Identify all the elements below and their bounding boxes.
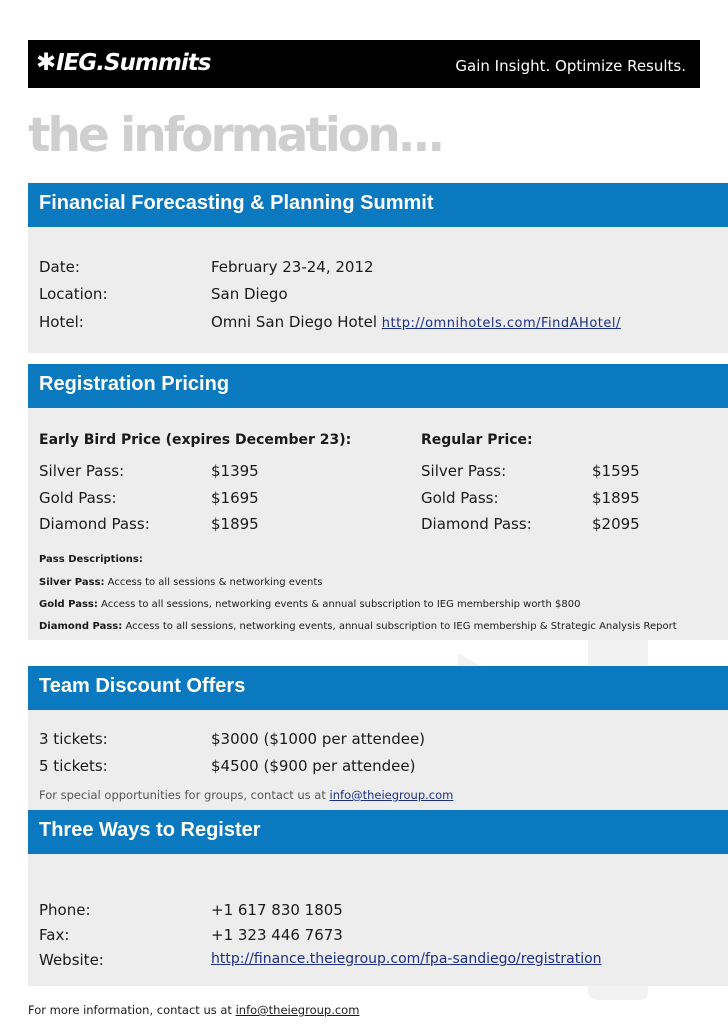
- hotel-link[interactable]: http://omnihotels.com/FindAHotel/: [381, 316, 621, 331]
- location-label: Location:: [39, 285, 108, 303]
- regular-diamond-label: Diamond Pass:: [421, 515, 532, 533]
- early-bird-heading: Early Bird Price (expires December 23):: [39, 432, 352, 448]
- ieg-summits-logo[interactable]: [36, 48, 210, 76]
- fax-value: +1 323 446 7673: [211, 926, 343, 944]
- regular-gold-label: Gold Pass:: [421, 489, 499, 507]
- early-diamond-label: Diamond Pass:: [39, 515, 150, 533]
- hotel-label: Hotel:: [39, 313, 84, 331]
- regular-silver-label: Silver Pass:: [421, 462, 507, 480]
- team-title: Team Discount Offers: [39, 675, 246, 697]
- hero-title: the information...: [28, 108, 443, 163]
- diamond-description-name: Diamond Pass:: [39, 621, 123, 632]
- hotel-name: Omni San Diego Hotel: [211, 313, 377, 331]
- tagline: Gain Insight. Optimize Results.: [455, 57, 686, 75]
- website-label: Website:: [39, 951, 104, 969]
- pass-descriptions-heading: Pass Descriptions:: [39, 554, 143, 565]
- three-tickets-label: 3 tickets:: [39, 730, 108, 748]
- early-silver-price: $1395: [211, 462, 259, 480]
- registration-website-link[interactable]: http://finance.theiegroup.com/fpa-sandiego/registration: [211, 951, 602, 967]
- footer-email-link[interactable]: info@theiegroup.com: [235, 1003, 360, 1017]
- group-note: [39, 788, 453, 802]
- event-details: [28, 227, 728, 353]
- team-title-bar: [28, 666, 728, 710]
- event-title-bar: [28, 183, 728, 227]
- phone-value[interactable]: +1 617 830 1805: [211, 901, 343, 919]
- footer-contact: [28, 1003, 359, 1017]
- pricing-details: [28, 408, 728, 640]
- gold-description: [39, 599, 580, 610]
- silver-description-text: Access to all sessions & networking events: [107, 577, 323, 588]
- header-bar: [28, 40, 700, 88]
- pricing-title: Registration Pricing: [39, 373, 230, 395]
- group-note-text: For special opportunities for groups, contact us at: [39, 788, 326, 802]
- date-label: Date:: [39, 258, 80, 276]
- regular-silver-price: $1595: [592, 462, 640, 480]
- regular-price-heading: Regular Price:: [421, 432, 533, 448]
- logo-text: IEG.Summits: [56, 50, 211, 76]
- diamond-description: [39, 621, 677, 632]
- three-tickets-value: $3000 ($1000 per attendee): [211, 730, 426, 748]
- early-silver-label: Silver Pass:: [39, 462, 125, 480]
- regular-gold-price: $1895: [592, 489, 640, 507]
- early-gold-price: $1695: [211, 489, 259, 507]
- regular-diamond-price: $2095: [592, 515, 640, 533]
- early-gold-label: Gold Pass:: [39, 489, 117, 507]
- team-details: [28, 710, 728, 814]
- silver-description-name: Silver Pass:: [39, 577, 105, 588]
- silver-description: [39, 577, 323, 588]
- pricing-title-bar: [28, 364, 728, 408]
- fax-label: Fax:: [39, 926, 70, 944]
- footer-text: For more information, contact us at: [28, 1003, 232, 1017]
- register-title-bar: [28, 810, 728, 854]
- asterisk-logo-icon: ✱: [36, 48, 56, 76]
- diamond-description-text: Access to all sessions, networking events, annual subscription to IEG membership & Strategic Analysis Report: [125, 621, 677, 632]
- early-diamond-price: $1895: [211, 515, 259, 533]
- five-tickets-label: 5 tickets:: [39, 757, 108, 775]
- five-tickets-value: $4500 ($900 per attendee): [211, 757, 416, 775]
- group-email-link[interactable]: info@theiegroup.com: [329, 788, 454, 802]
- register-title: Three Ways to Register: [39, 819, 261, 841]
- gold-description-name: Gold Pass:: [39, 599, 98, 610]
- register-details: [28, 854, 728, 986]
- phone-label: Phone:: [39, 901, 91, 919]
- date-value: February 23-24, 2012: [211, 258, 374, 276]
- location-value: San Diego: [211, 285, 288, 303]
- gold-description-text: Access to all sessions, networking events & annual subscription to IEG membership worth $800: [101, 599, 581, 610]
- hotel-value: [211, 313, 621, 331]
- event-title: Financial Forecasting & Planning Summit: [39, 192, 434, 214]
